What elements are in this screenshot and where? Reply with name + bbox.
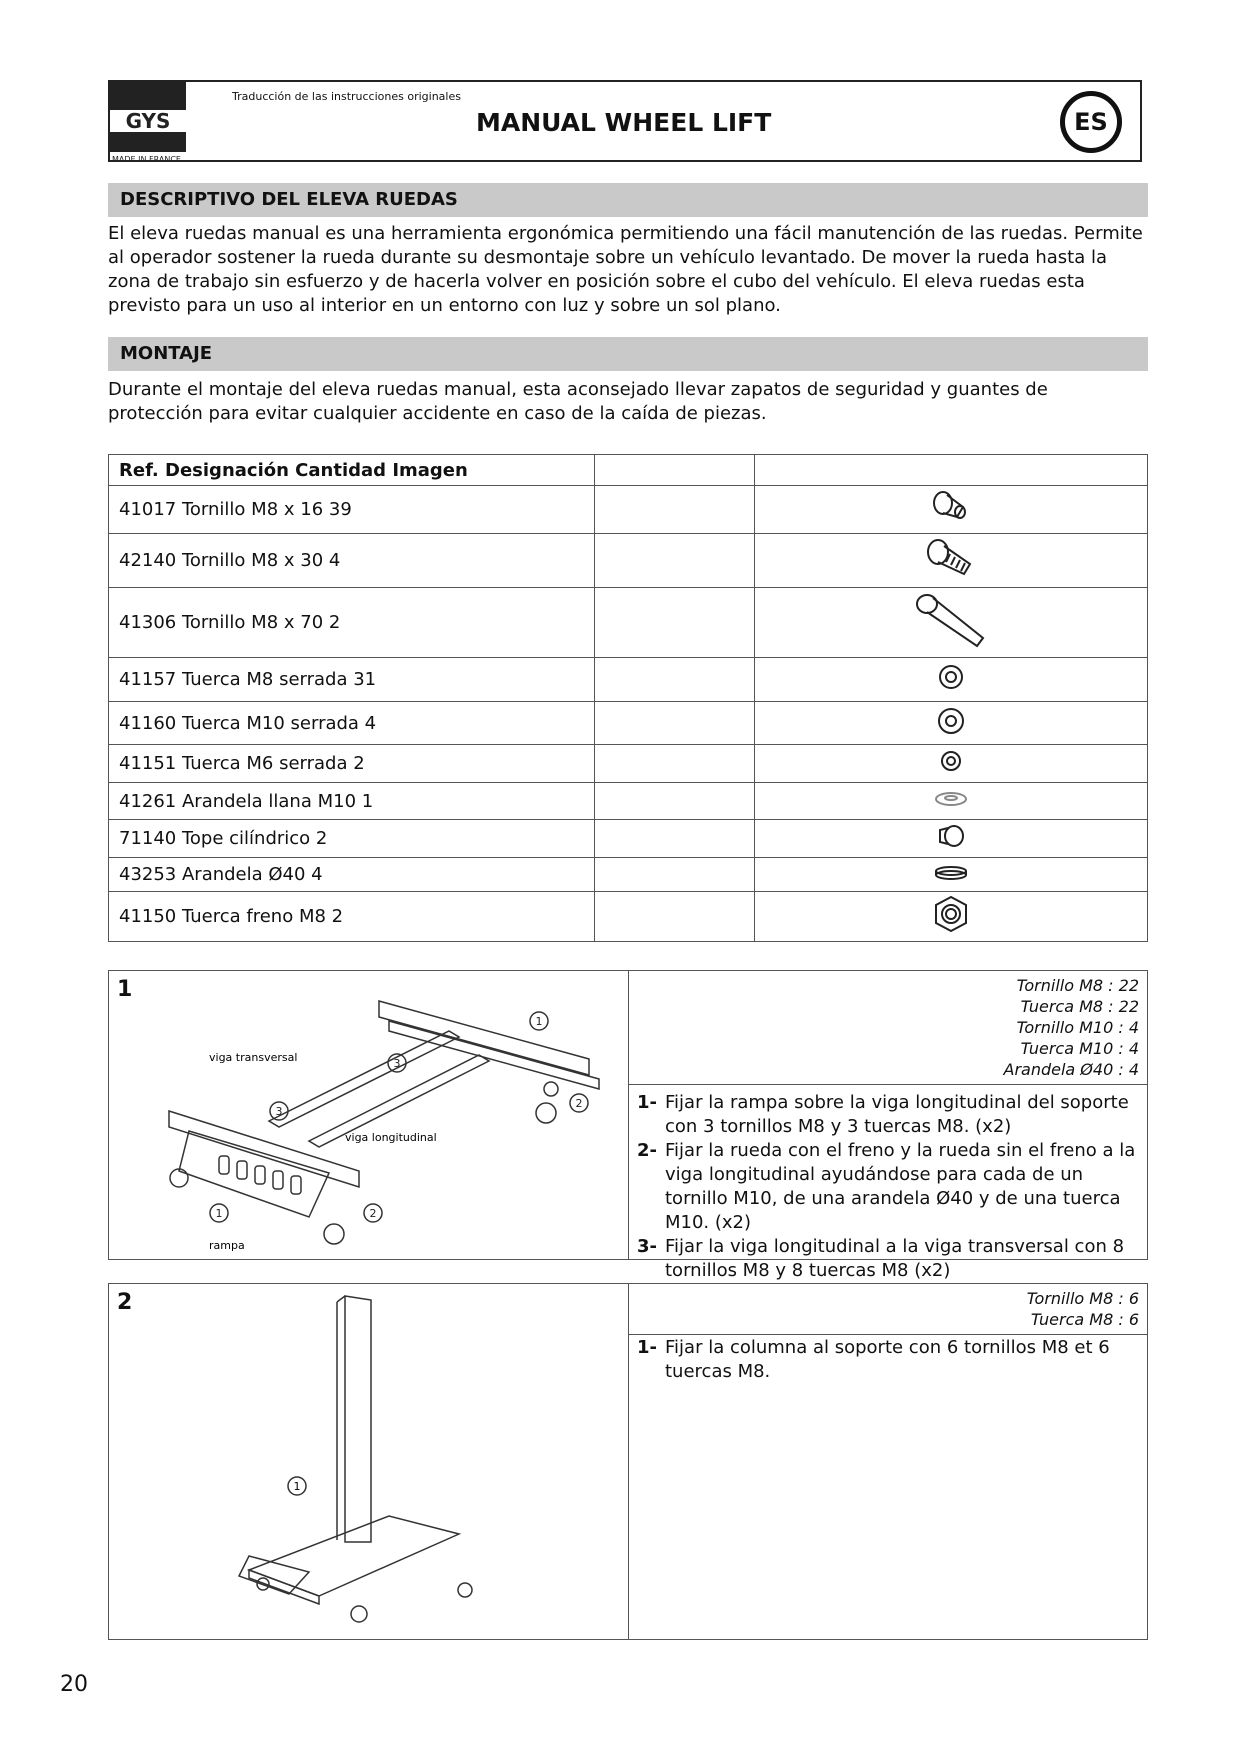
table-row: 41157 Tuerca M8 serrada 31 [109,658,595,702]
qty-line: Tornillo M10 : 4 [1016,1018,1139,1037]
step1-instructions [637,1091,1139,1283]
page-header [108,80,1142,162]
serrated-nut-icon [936,662,966,692]
section-text-montaje: Durante el montaje del eleva ruedas manual, esta aconsejado llevar zapatos de seguridad y guantes de protección para evitar cualquier accidente en caso de la caída de piezas. [108,379,1048,424]
callout-1: 1 [215,1207,223,1220]
logo-text: GYS [125,109,171,133]
serrated-nut-icon [938,748,964,774]
cylinder-stop-icon [934,822,968,850]
flat-washer-icon [933,789,969,809]
table-row: 43253 Arandela Ø40 4 [109,858,595,892]
table-row: 41017 Tornillo M8 x 16 39 [109,486,595,534]
table-row: 41151 Tuerca M6 serrada 2 [109,745,595,783]
label-ramp: rampa [209,1239,245,1252]
step2-quantities [629,1284,1147,1335]
language-badge: ES [1060,91,1122,153]
callout-1: 1 [293,1480,301,1493]
label-cross-beam: viga transversal [209,1051,298,1064]
column-assembly-diagram [109,1284,627,1639]
qty-line: Tuerca M8 : 22 [1020,997,1139,1016]
section-heading-montaje: MONTAJE [108,337,1148,371]
qty-line: Tornillo M8 : 22 [1016,976,1139,995]
step2-diagram-panel [109,1284,629,1639]
qty-line: Tuerca M8 : 6 [1030,1310,1139,1329]
qty-line: Arandela Ø40 : 4 [1003,1060,1139,1079]
section-text-descriptivo: El eleva ruedas manual es una herramienta ergonómica permitiendo una fácil manutención de las ruedas. Permite al operador sostener la rueda durante su desmontaje sobre un vehículo levantado. De mover la rueda hasta la zona de trabajo sin esfuerzo y de hacerla volver en posición sobre el cubo del vehículo. El eleva ruedas esta previsto para un uso al interior en un entorno con luz y sobre un sol plano. [108,223,1143,316]
assembly-step-1 [108,970,1148,1281]
parts-table [108,454,1148,942]
table-row: 41261 Arandela llana M10 1 [109,783,595,820]
step-number: 1 [117,977,133,1002]
callout-3: 3 [393,1057,401,1070]
step2-instructions [637,1336,1139,1384]
table-row: 41306 Tornillo M8 x 70 2 [109,588,595,658]
threaded-bolt-icon [924,536,978,580]
serrated-nut-icon [936,706,966,736]
short-bolt-icon [929,489,973,525]
page-number: 20 [60,1672,88,1697]
base-assembly-diagram [109,971,627,1259]
instruction-item: 1- Fijar la columna al soporte con 6 tornillos M8 et 6 tuercas M8. [637,1337,1110,1382]
instruction-item: 2- Fijar la rueda con el freno y la rueda sin el freno a la viga longitudinal ayudándose para cada de un tornillo M10, de una arandela Ø40 y de una tuerca M10. (x2) [637,1140,1136,1233]
parts-table-header: Ref. Designación Cantidad Imagen [109,455,595,486]
table-row: 42140 Tornillo M8 x 30 4 [109,534,595,588]
table-row: 71140 Tope cilíndrico 2 [109,820,595,858]
gys-logo [110,82,186,164]
washer-icon [933,863,969,881]
table-row: 41160 Tuerca M10 serrada 4 [109,702,595,745]
label-long-beam: viga longitudinal [345,1131,437,1144]
instruction-item: 3- Fijar la viga longitudinal a la viga transversal con 8 tornillos M8 y 8 tuercas M8 (x2) [637,1236,1125,1281]
table-row: 41150 Tuerca freno M8 2 [109,892,595,942]
header-subtitle: Traducción de las instrucciones originales [232,90,461,103]
qty-line: Tuerca M10 : 4 [1020,1039,1139,1058]
logo-sub: MADE IN FRANCE [112,155,181,164]
page-title: MANUAL WHEEL LIFT [476,108,772,137]
instruction-item: 1- Fijar la rampa sobre la viga longitudinal del soporte con 3 tornillos M8 y 3 tuercas M8. (x2) [637,1092,1129,1137]
callout-2: 2 [575,1097,583,1110]
step1-quantities [629,971,1147,1085]
long-bolt-icon [913,590,989,650]
callout-3: 3 [275,1105,283,1118]
assembly-step-2 [108,1283,1148,1640]
callout-2: 2 [369,1207,377,1220]
callout-1: 1 [535,1015,543,1028]
step1-diagram-panel [109,971,629,1259]
section-heading-descriptivo: DESCRIPTIVO DEL ELEVA RUEDAS [108,183,1148,217]
step-number: 2 [117,1290,133,1315]
qty-line: Tornillo M8 : 6 [1026,1289,1139,1308]
lock-nut-icon [931,894,971,934]
